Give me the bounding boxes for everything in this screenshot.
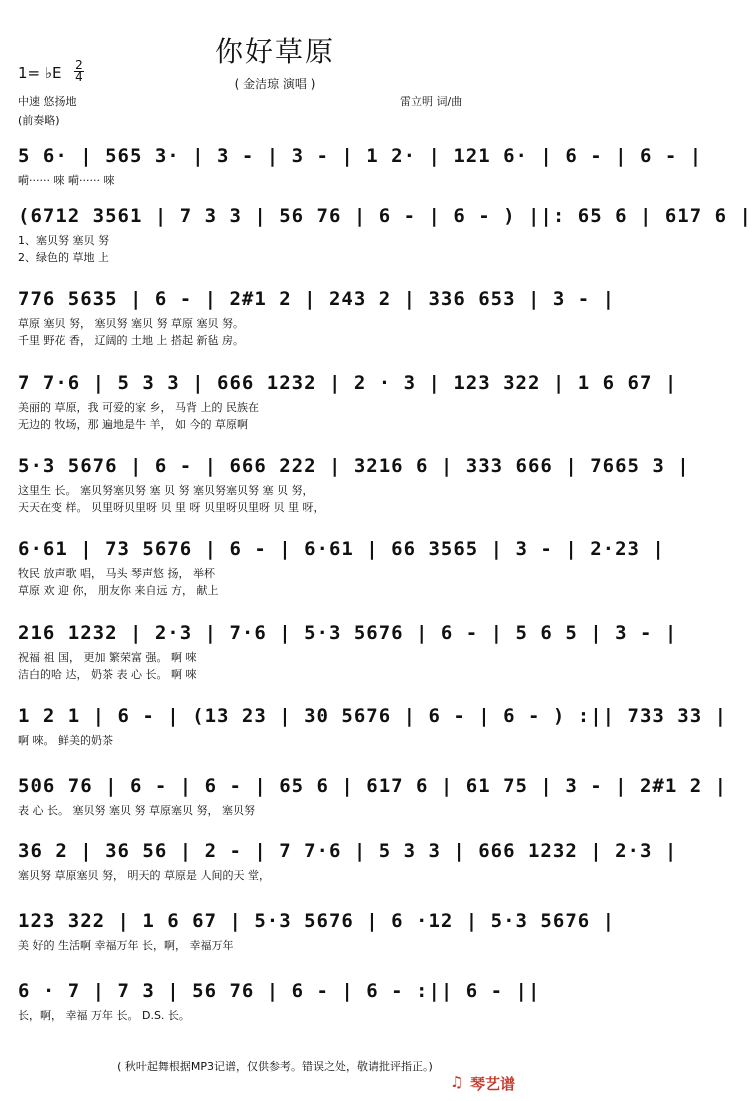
notation-line: 6 · 7 | 7 3 | 56 76 | 6 - | 6 - :|| 6 - || bbox=[18, 980, 541, 1002]
performer-subtitle: ( 金洁琼 演唱 ) bbox=[234, 77, 316, 91]
lyric-line: 美 好的 生活啊 幸福万年 长，啊， 幸福万年 bbox=[18, 939, 234, 952]
notation-line: 216 1232 | 2·3 | 7·6 | 5·3 5676 | 6 - | 5 6 5 | 3 - | bbox=[18, 622, 678, 644]
watermark-logo: 琴艺谱 bbox=[470, 1075, 516, 1093]
lyric-line: 美丽的 草原，我 可爱的家 乡， 马背 上的 民族在 bbox=[18, 401, 259, 414]
key-signature: 1= ♭E bbox=[18, 64, 62, 82]
notation-line: 1 2 1 | 6 - | (13 23 | 30 5676 | 6 - | 6 - ) :|| 733 33 | bbox=[18, 705, 728, 727]
logo-icon: ♫ bbox=[450, 1073, 464, 1091]
footer-note: ( 秋叶起舞根据MP3记谱，仅供参考。错误之处，敬请批评指正。) bbox=[117, 1060, 433, 1073]
lyric-line: 塞贝努 草原塞贝 努， 明天的 草原是 人间的天 堂， bbox=[18, 869, 270, 882]
lyric-line: 草原 欢 迎 你， 朋友你 来自远 方， 献上 bbox=[18, 584, 219, 597]
lyric-line: 这里生 长。 塞贝努塞贝努 塞 贝 努 塞贝努塞贝努 塞 贝 努， bbox=[18, 484, 314, 497]
notation-line: 5 6· | 565 3· | 3 - | 3 - | 1 2· | 121 6· | 6 - | 6 - | bbox=[18, 145, 703, 167]
notation-line: 7 7·6 | 5 3 3 | 666 1232 | 2 · 3 | 123 322 | 1 6 67 | bbox=[18, 372, 678, 394]
lyric-line: 洁白的哈 达， 奶茶 表 心 长。 啊 唻 bbox=[18, 668, 197, 681]
lyric-line: 1、塞贝努 塞贝 努 bbox=[18, 234, 109, 247]
author-credit: 雷立明 词/曲 bbox=[400, 95, 463, 108]
lyric-line: 表 心 长。 塞贝努 塞贝 努 草原塞贝 努， 塞贝努 bbox=[18, 804, 255, 817]
lyric-line: 啊 唻。 鲜美的奶茶 bbox=[18, 734, 113, 747]
notation-line: 6·61 | 73 5676 | 6 - | 6·61 | 66 3565 | 3 - | 2·23 | bbox=[18, 538, 665, 560]
time-signature bbox=[74, 60, 84, 83]
meter-bottom: 4 bbox=[75, 70, 83, 84]
lyric-line: 草原 塞贝 努， 塞贝努 塞贝 努 草原 塞贝 努。 bbox=[18, 317, 244, 330]
lyric-line: 牧民 放声歌 唱， 马头 琴声悠 扬， 举杯 bbox=[18, 567, 215, 580]
meter-top: 2 bbox=[75, 58, 83, 72]
lyric-line: 祝福 祖 国， 更加 繁荣富 强。 啊 唻 bbox=[18, 651, 197, 664]
lyric-line: 天天在变 样。 贝里呀贝里呀 贝 里 呀 贝里呀贝里呀 贝 里 呀， bbox=[18, 501, 325, 514]
lyric-line: 2、绿色的 草地 上 bbox=[18, 251, 109, 264]
lyric-line: 嗬······ 唻 嗬······ 唻 bbox=[18, 174, 115, 187]
tempo-marking: 中速 悠扬地 bbox=[18, 95, 77, 108]
notation-line: 5·3 5676 | 6 - | 666 222 | 3216 6 | 333 666 | 7665 3 | bbox=[18, 455, 690, 477]
lyric-line: 无边的 牧场，那 遍地是牛 羊， 如 今的 草原啊 bbox=[18, 418, 248, 431]
notation-line: 506 76 | 6 - | 6 - | 65 6 | 617 6 | 61 75 | 3 - | 2#1 2 | bbox=[18, 775, 728, 797]
notation-line: (6712 3561 | 7 3 3 | 56 76 | 6 - | 6 - ) ||: 65 6 | 617 6 | bbox=[18, 205, 752, 227]
lyric-line: 千里 野花 香， 辽阔的 土地 上 搭起 新毡 房。 bbox=[18, 334, 244, 347]
song-title: 你好草原 bbox=[214, 35, 335, 68]
notation-line: 776 5635 | 6 - | 2#1 2 | 243 2 | 336 653 | 3 - | bbox=[18, 288, 616, 310]
notation-line: 123 322 | 1 6 67 | 5·3 5676 | 6 ·12 | 5·3 5676 | bbox=[18, 910, 616, 932]
intro-note: (前奏略) bbox=[18, 114, 60, 127]
lyric-line: 长，啊， 幸福 万年 长。 D.S. 长。 bbox=[18, 1009, 190, 1022]
notation-line: 36 2 | 36 56 | 2 - | 7 7·6 | 5 3 3 | 666 1232 | 2·3 | bbox=[18, 840, 678, 862]
